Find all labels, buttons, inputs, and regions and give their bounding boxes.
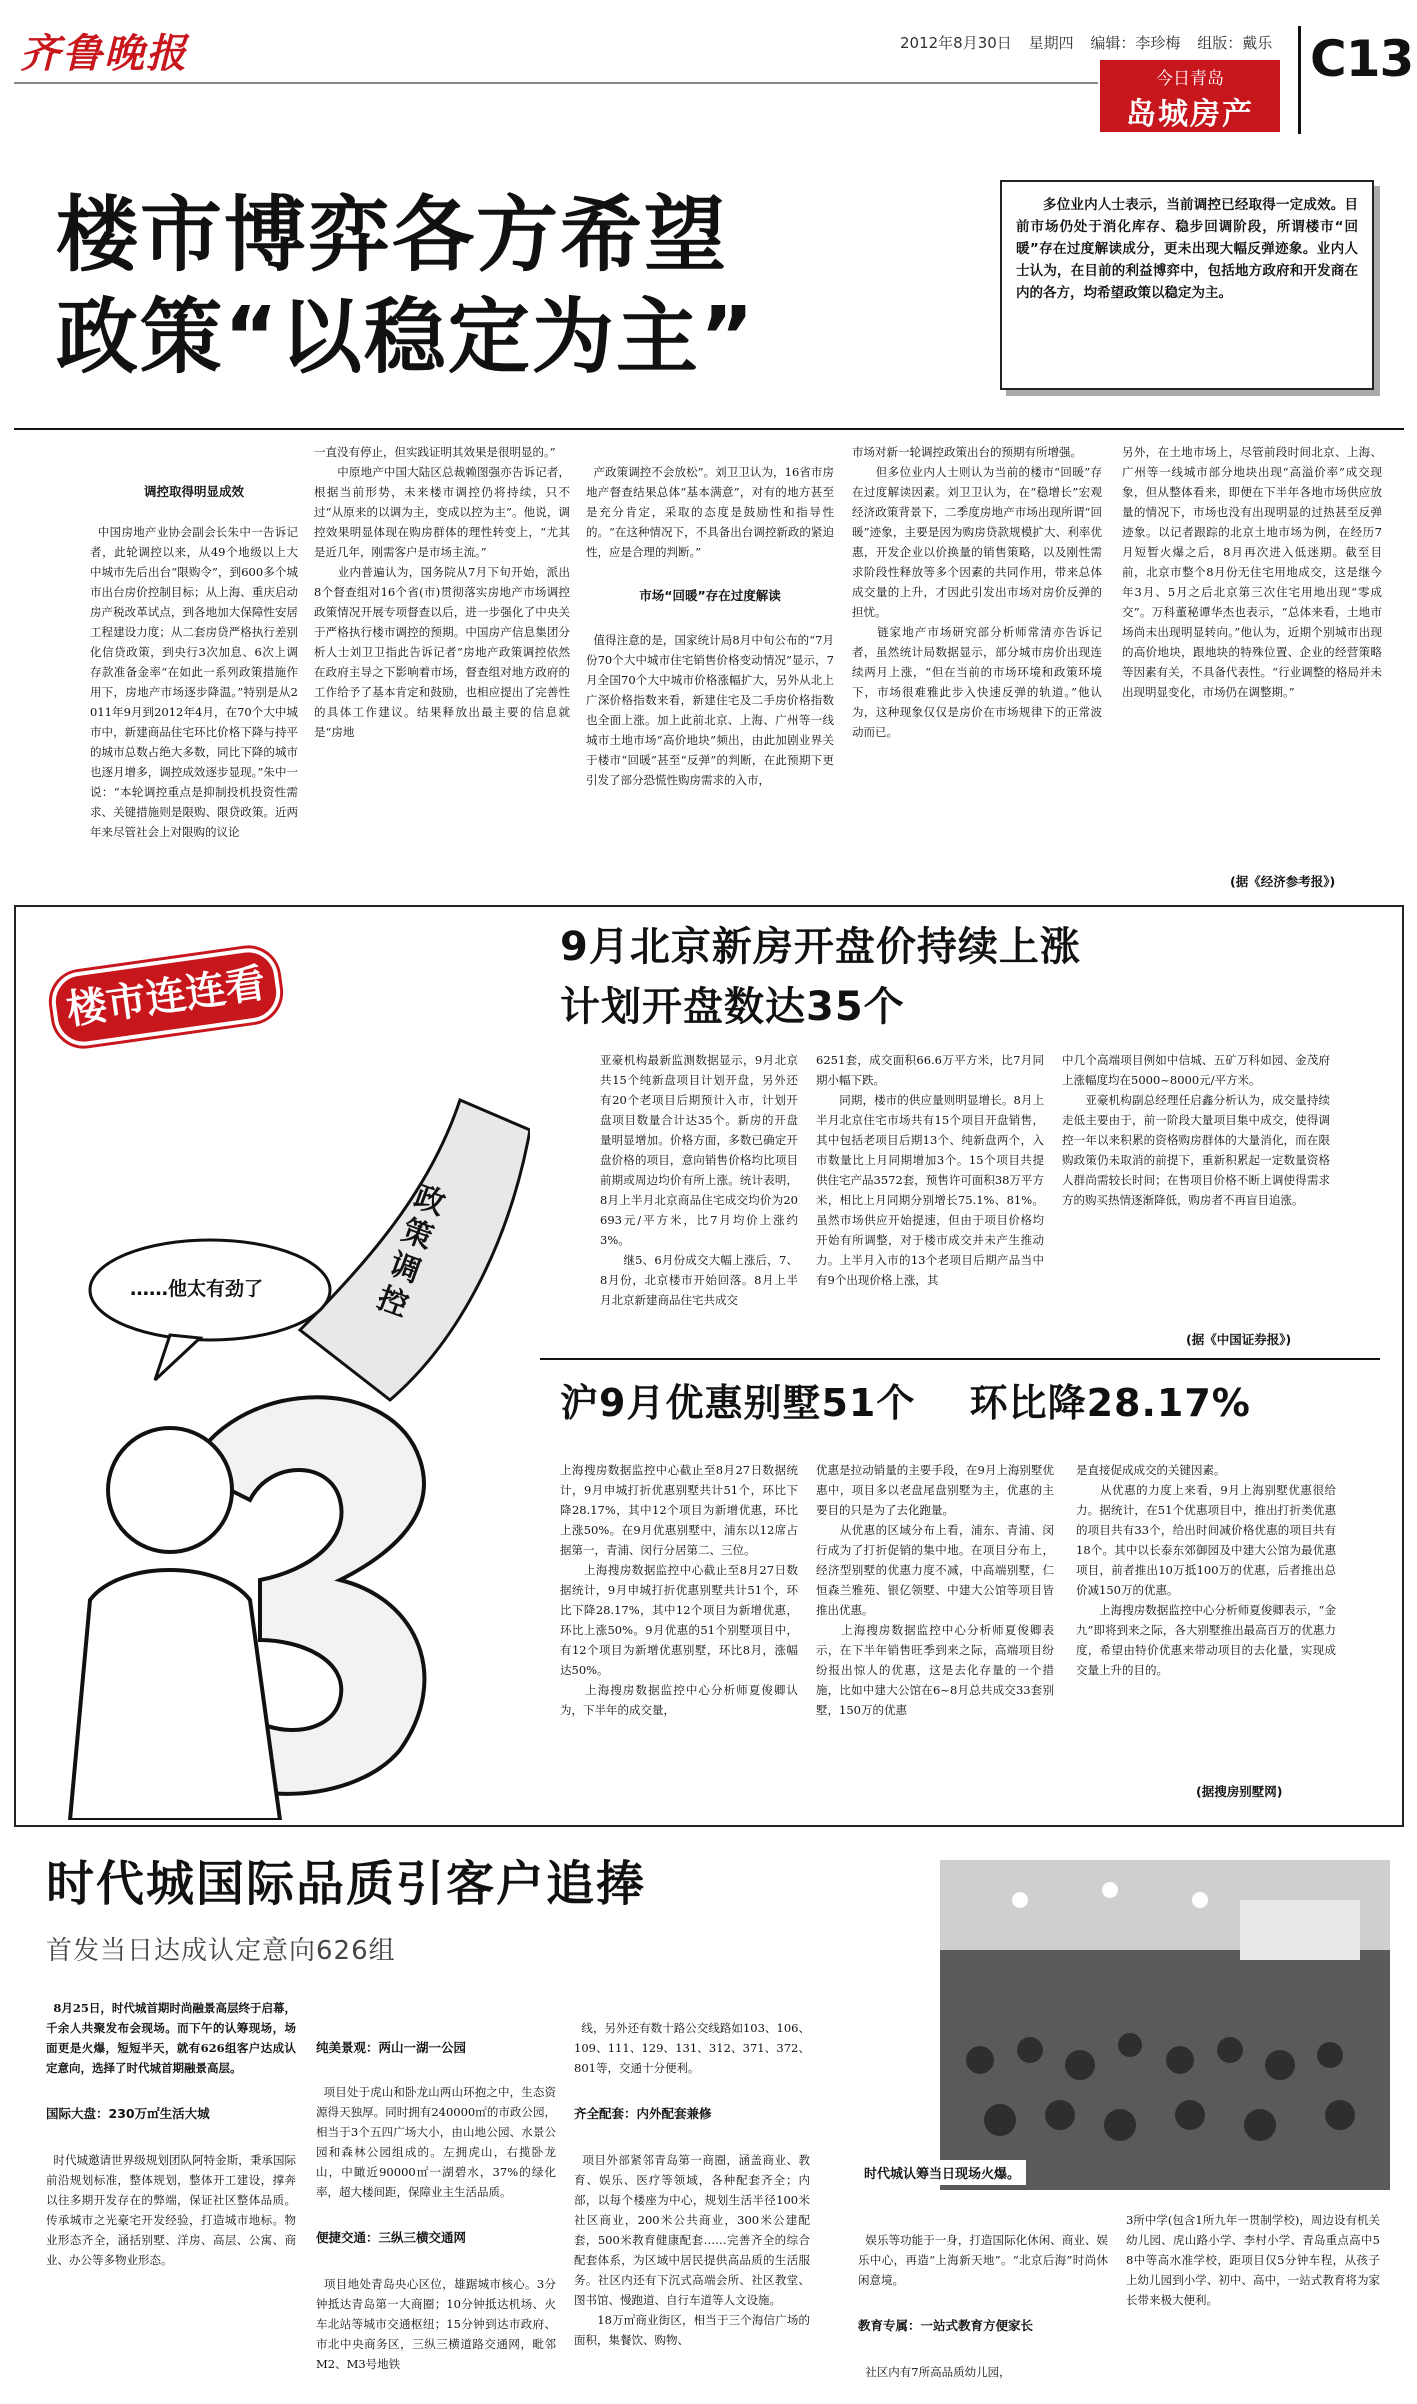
bottom-subhead-2: 纯美景观：两山一湖一公园: [316, 2040, 467, 2055]
page-number: C13: [1310, 30, 1414, 88]
lead-col-2: 一直没有停止，但实践证明其效果是很明显的。” 中原地产中国大陆区总裁赖图强亦告诉记者，根据当前形势，未来楼市调控仍将持续，只不过“从原来的以调为主，变成以控为主”。他说，调控效果明显体现在购房群体的理性转变上，“尤其是近几年，刚需客户是市场主流。” 业内普遍认为，国务院从7月下旬开始，派出8个督查组对16个省(市)贯彻落实房地产市场调控政策情况开展专项督查以后，进一步强化了中央关于严格执行楼市调控的预期。中国房产信息集团分析人士刘卫卫指此告诉记者“房地产政策调控依然在政府主导之下影响着市场，督查组对地方政府的工作给予了基本肯定和鼓励，也相应提出了完善性的具体工作建议。结果释放出最主要的信息就是“房地: [314, 445, 570, 739]
story2-col-1: 上海搜房数据监控中心截止至8月27日数据统计，9月申城打折优惠别墅共计51个，环比下降28.17%，其中12个项目为新增优惠，环比上涨50%。在9月优惠别墅中，浦东以12席占据第一，青浦、闵行分居第二、三位。 上海搜房数据监控中心截止至8月27日数据统计，9月申城打折优惠别墅共计51个，环比下降28.17%，其中12个项目为新增优惠，环比上涨50%。9月优惠的51个别墅项目中，有12个项目为新增优惠别墅，环比8月，涨幅达50%。 上海搜房数据监控中心分析师夏俊卿认为，下半年的成交量，: [560, 1463, 798, 1717]
masthead-info: [900, 32, 1272, 53]
figure-body: [70, 1570, 280, 1820]
story1-col-1: 亚豪机构最新监测数据显示，9月北京共15个纯新盘项目计划开盘，另外还有20个老项目后期预计入市，计划开盘项目数量合计达35个。新房的开盘量明显增加。价格方面，多数已确定开盘价格的项目，意向销售价格均比项目前期或周边均价有所上涨。统计表明，8月上半月北京商品住宅成交均价为20693元/平方米，比7月均价上涨约3%。 继5、6月份成交大幅上涨后，7、8月份，北京楼市开始回落。8月上半月北京新建商品住宅共成交: [600, 1053, 798, 1307]
story1-title-2: 计划开盘数达35个: [560, 984, 905, 1030]
masthead-rule: [14, 82, 1098, 84]
section-small: 今日青岛: [1156, 69, 1224, 89]
bottom-col-2b-text: 项目地处青岛央心区位，雄踞城市核心。3分钟抵达青岛第一大商圈；10分钟抵达机场、火车北站等城市交通枢纽；15分钟到达市政府、市北中央商务区，三纵三横道路交通网，毗邻M2、M3号地铁: [316, 2277, 556, 2371]
lead-col-3-text: 产政策调控不会放松”。刘卫卫认为，16省市房地产督查结果总体“基本满意”，对有的地方甚至是充分肯定，采取的态度是鼓励性和指导性的。“在这种情况下，不具备出台调控新政的紧迫性，应是合理的判断。”: [586, 465, 834, 559]
story1-col-3: 中几个高端项目例如中信城、五矿万科如园、金茂府上涨幅度均在5000~8000元/平方米。 亚豪机构副总经理任启鑫分析认为，成交量持续走低主要由于，前一阶段大量项目集中成交，使得调控一年以来积累的资格购房群体的大量消化，而在限购政策仍未取消的前提下，重新积累起一定数量资格人群尚需较长时间；在售项目价格不断上调使得需求方的购买热情逐渐降低，购房者不再盲目追涨。: [1062, 1053, 1330, 1207]
bottom-col-1-text: 8月25日，时代城首期时尚融景高层终于启幕，千余人共聚发布会现场。而下午的认筹现场，场面更是火爆，短短半天，就有626组客户达成认定意向，选择了时代城首期融景高层。: [46, 2001, 296, 2075]
story2-col-3: 是直接促成成交的关键因素。 从优惠的力度上来看，9月上海别墅优惠很给力。据统计，在51个优惠项目中，推出打折类优惠的项目共有33个，给出时间减价格优惠的项目共有18个。其中以长泰东郊御园及中建大公馆为最优惠项目，前者推出10万抵100万的优惠，后者推出总价减150万的优惠。 上海搜房数据监控中心分析师夏俊卿表示，“金九”即将到来之际，各大别墅推出最高百万的优惠力度，希望由特价优惠来带动项目的去化量，实现成交量上升的目的。: [1076, 1463, 1336, 1677]
bottom-title: 时代城国际品质引客户追捧: [46, 1856, 647, 1912]
event-photo: [940, 1860, 1390, 2190]
bottom-col-1b-text: 时代城邀请世界级规划团队阿特金斯，秉承国际前沿规划标准，整体规划，整体开工建设，撑奔以往多期开发存在的弊端，保证社区整体品质。传承城市之光豪宅开发经验，打造城市地标。物业形态齐全，涵括别墅、洋房、高层、公寓、商业、办公等多物业形态。: [46, 2153, 296, 2267]
speech-bubble-tail: [155, 1335, 200, 1380]
lead-headline-2: 政策“以稳定为主”: [56, 290, 756, 385]
lead-col-4: 市场对新一轮调控政策出台的预期有所增强。 但多位业内人士则认为当前的楼市“回暖”存在过度解读因素。刘卫卫认为，在“稳增长”宏观经济政策背景下，二季度房地产市场出现所谓“回暖”迹象，主要是因为购房贷款规模扩大、利率优惠，开发企业以价换量的销售策略，以及刚性需求阶段性释放等多个因素的共同作用，带来总体成交量的上升，才因此引发出市场对房价反弹的担忧。 链家地产市场研究部分析师常清亦告诉记者，虽然统计局数据显示，部分城市房价出现连续两月上涨，“但在当前的市场环境和政策环境下，市场很难雅此步入快速反弹的轨道。”他认为，这种现象仅仅是房价在市场规律下的正常波动而已。: [852, 445, 1102, 739]
figure-head: [108, 1428, 232, 1552]
section-badge: 楼市连连看: [48, 944, 284, 1049]
story1-source: (据《中国证券报》): [1186, 1332, 1292, 1347]
photo-stage-screen: [1240, 1900, 1360, 1960]
bottom-col-3b-text: 项目外部紧邻青岛第一商圈，涵盖商业、教育、娱乐、医疗等领域，各种配套齐全；内部，以每个楼座为中心，规划生活半径100米社区商业，200米公共商业，300米公建配套，500米教育健康配套……完善齐全的综合配套体系，为区域中居民提供高品质的生活服务。社区内还有下沉式高端会所、社区教堂、图书馆、慢跑道、自行车道等人文设施。 18万㎡商业街区，相当于三个海信广场的面积，集餐饮、购物、: [574, 2153, 810, 2347]
bottom-col-2: [316, 1998, 556, 2388]
issue-date: 2012年8月30日: [900, 34, 1012, 52]
story2-title-b: 环比降28.17%: [969, 1381, 1251, 1425]
lead-col-5: 另外，在土地市场上，尽管前段时间北京、上海、广州等一线城市部分地块出现“高溢价率”成交现象，但从整体看来，即便在下半年各地市场供应放量的情况下，市场也没有出现明显的过热甚至反弹迹象。以记者跟踪的北京土地市场为例，在经历7月短暂火爆之后，8月再次进入低迷期。截至目前，北京市整个8月份无住宅用地成交，这是继今年3月、5月之后北京第三次住宅用地出现“零成交”。万科董秘谭华杰也表示，“总体来看，土地市场尚未出现明显转向。”他认为，近期个别城市出现的高价地块，跟地块的特殊位置、企业的经营策略等因素有关，不具备代表性。“行业调整的格局并未出现明显变化，市场仍在调整期。”: [1122, 445, 1382, 699]
story1-divider: [540, 1358, 1380, 1360]
issue-weekday: 星期四: [1028, 34, 1074, 52]
cartoon-caption: ……他太有劲了: [130, 1278, 264, 1300]
lead-subhead-1: 调控取得明显成效: [143, 484, 244, 499]
bottom-subhead-3: 便捷交通：三纵三横交通网: [316, 2230, 467, 2245]
lead-summary-box: [1000, 180, 1374, 390]
bottom-col-4b-text: 社区内有7所高品质幼儿园，: [865, 2365, 1011, 2379]
story2-title: [560, 1378, 1251, 1428]
section-label: [1100, 60, 1280, 132]
photo-caption: 时代城认筹当日现场火爆。: [858, 2160, 1026, 2185]
masthead-divider: [1298, 26, 1301, 134]
story1-title-1: 9月北京新房开盘价持续上涨: [560, 924, 1081, 970]
cartoon-arm-text: 政策调控: [372, 1179, 450, 1324]
bottom-subtitle: 首发当日达成认定意向626组: [46, 1936, 396, 1966]
bottom-col-2-text: 项目处于虎山和卧龙山两山环抱之中，生态资源得天独厚。同时拥有240000㎡的市政公园，相当于3个五四广场大小，由山地公园、水景公园和森林公园组成的。左拥虎山，右揽卧龙山，中瞰近90000㎡一湖碧水，37%的绿化率，超大楼间距，保障业主生活品质。: [316, 2085, 556, 2199]
story2-col-2: 优惠是拉动销量的主要手段，在9月上海别墅优惠中，项目多以老盘尾盘别墅为主，优惠的主要目的只是为了去化跑量。 从优惠的区域分布上看，浦东、青浦、闵行成为了打折促销的集中地。在项目分布上，经济型别墅的优惠力度不减，中高端别墅，仁恒森兰雅苑、银亿领墅、中建大公馆等项目皆推出优惠。 上海搜房数据监控中心分析师夏俊卿表示，在下半年销售旺季到来之际，高端项目纷纷报出惊人的优惠，这是去化存量的一个措施，比如中建大公馆在6~8月总共成交33套别墅，150万的优惠: [816, 1463, 1054, 1717]
bottom-subhead-1: 国际大盘：230万㎡生活大城: [46, 2106, 210, 2121]
lead-col-3: [586, 442, 834, 902]
editor-credit: 编辑：李珍梅: [1090, 34, 1181, 52]
lead-headline-1: 楼市博弈各方希望: [56, 188, 729, 283]
bottom-col-5: 3所中学(包含1所九年一贯制学校)，周边设有机关幼儿园、虎山路小学、李村小学、青岛重点高中58中等高水准学校，距项目仅5分钟车程，从孩子上幼儿园到小学、初中、高中，一站式教育将为家长带来极大便利。: [1126, 2213, 1380, 2307]
lead-col-1: [90, 442, 298, 902]
story2-source: (据搜房别墅网): [1196, 1784, 1283, 1799]
bottom-col-4-text: 娱乐等功能于一身，打造国际化休闲、商业、娱乐中心，再造“上海新天地”。“北京后海”时尚休闲意境。: [858, 2233, 1108, 2287]
cartoon-illustration: [60, 1040, 530, 1820]
lead-summary: 多位业内人士表示，当前调控已经取得一定成效。目前市场仍处于消化库存、稳步回调阶段，所谓楼市“回暖”存在过度解读成分，更未出现大幅反弹迹象。业内人士认为，在目前的利益博弈中，包括地方政府和开发商在内的各方，均希望政策以稳定为主。: [1016, 197, 1358, 301]
lead-col-1-text: 中国房地产业协会副会长朱中一告诉记者，此轮调控以来，从49个地级以上大中城市先后出台“限购令”，到600多个城市出台房价控制目标；从上海、重庆启动房产税改革试点，到各地加大保障性安居工程建设力度；从二套房贷严格执行差别化信贷政策，到央行3次加息、6次上调存款准备金率“在如此一系列政策措施作用下，房地产市场逐步降温。”特别是从2011年9月到2012年4月，在70个大中城市中，新建商品住宅环比价格下降与持平的城市总数占绝大多数，同比下降的城市也逐月增多，调控成效逐步显现。”朱中一说：“本轮调控重点是抑制投机投资性需求、关键措施则是限购、限贷政策。近两年来尽管社会上对限购的议论: [90, 525, 298, 839]
lead-col-3b-text: 值得注意的是，国家统计局8月中旬公布的“7月份70个大中城市住宅销售价格变动情况”显示，7月全国70个大中城市价格涨幅扩大，另外从北上广深价格指数来看，新建住宅及二手房价格指数也全面上涨。加上此前北京、上海、广州等一线城市土地市场“高价地块”频出，由此加剧业界关于楼市“回暖”甚至“反弹”的判断，在此预期下更引发了部分恐慌性购房需求的入市，: [586, 633, 834, 787]
lead-rule: [14, 428, 1404, 430]
lead-source: (据《经济参考报》): [1230, 874, 1336, 889]
layout-credit: 组版：戴乐: [1197, 34, 1273, 52]
bottom-col-3-text: 线，另外还有数十路公交线路如103、106、109、111、129、131、312、371、372、801等，交通十分便利。: [574, 2021, 810, 2075]
lead-subhead-2: 市场“回暖”存在过度解读: [639, 588, 781, 603]
bottom-col-4: [858, 2210, 1108, 2380]
bottom-col-1: [46, 1978, 296, 2368]
paper-logo: 齐鲁晚报: [20, 30, 188, 77]
bottom-col-3: [574, 1998, 810, 2388]
bottom-subhead-5: 教育专属：一站式教育方便家长: [858, 2318, 1034, 2333]
bottom-subhead-4: 齐全配套：内外配套兼修: [574, 2106, 712, 2121]
section-big: 岛城房产: [1126, 97, 1254, 132]
story1-col-2: 6251套，成交面积66.6万平方米，比7月同期小幅下跌。 同期，楼市的供应量则明显增长。8月上半月北京住宅市场共有15个项目开盘销售，其中包括老项目后期13个、纯新盘两个，入市数量比上月同期增加3个。15个项目共提供住宅产品3572套，预售许可面积38万平方米，相比上月同期分别增长75.1%、81%。虽然市场供应开始提速，但由于项目价格均开始有所调整，对于楼市成交并未产生推动力。上半月入市的13个老项目后期产品当中有9个出现价格上涨，其: [816, 1053, 1044, 1287]
story2-title-a: 沪9月优惠别墅51个: [560, 1381, 916, 1425]
